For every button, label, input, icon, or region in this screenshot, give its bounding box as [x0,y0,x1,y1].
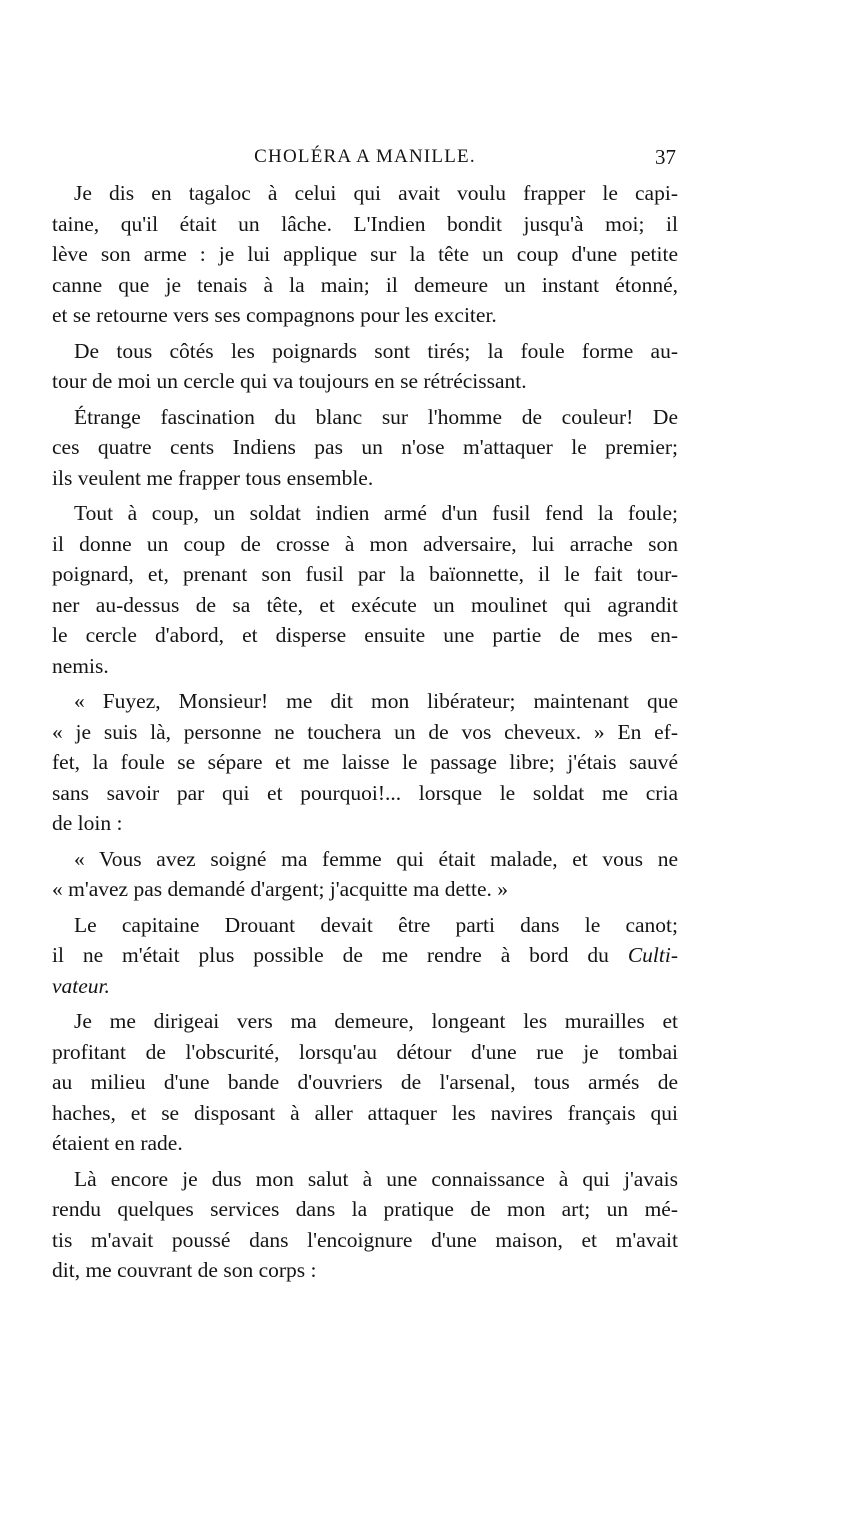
text-line: Tout à coup, un soldat indien armé d'un fusil fend la foule; [74,501,678,525]
text-line: tis m'avait poussé dans l'encoignure d'une maison, et m'avait [52,1227,678,1252]
text-line: rendu quelques services dans la pratique de mon art; un mé- [52,1197,678,1221]
paragraph [52,844,678,905]
paragraph [52,686,678,839]
text-line: Étrange fascination du blanc sur l'homme de couleur! De [74,404,678,429]
text-line-italic: vateur. [52,973,110,998]
paragraph [52,498,678,681]
text-line: canne que je tenais à la main; il demeure un instant étonné, [52,272,678,297]
text-line: étaient en rade. [52,1131,183,1155]
text-fragment: il ne m'était plus possible de me rendre à bord du Culti- [52,943,678,967]
paragraph [52,402,678,494]
italic-ship-name: Culti- [627,943,678,967]
text-line: fet, la foule se sépare et me laisse le passage libre; j'étais sauvé [52,750,678,774]
text-line: ces quatre cents Indiens pas un n'ose m'attaquer le premier; [52,435,678,459]
paragraph [52,1164,678,1286]
text-line: « Fuyez, Monsieur! me dit mon libérateur; maintenant que [74,689,678,713]
running-title: CHOLÉRA A MANILLE. [254,146,476,167]
text-line: Je me dirigeai vers ma demeure, longeant les murailles et [74,1009,678,1033]
text-line: profitant de l'obscurité, lorsqu'au détour d'une rue je tombai [52,1039,678,1064]
text-line: lève son arme : je lui applique sur la tête un coup d'une petite [52,242,678,266]
page-number: 37 [655,145,676,169]
text-line: de loin : [52,811,123,835]
text-line: Je dis en tagaloc à celui qui avait voulu frapper le capi- [74,181,678,205]
paragraph [52,178,678,331]
text-line: il donne un coup de crosse à mon adversaire, lui arrache son [52,531,678,556]
text-line: « Vous avez soigné ma femme qui était malade, et vous ne [74,846,678,871]
text-line [52,940,678,971]
text-line: ils veulent me frapper tous ensemble. [52,465,374,490]
text-line: haches, et se disposant à aller attaquer les navires français qui [52,1100,678,1125]
text-line: au milieu d'une bande d'ouvriers de l'arsenal, tous armés de [52,1070,678,1094]
text-line: ner au-dessus de sa tête, et exécute un moulinet qui agrandit [52,592,678,617]
text-line: Le capitaine Drouant devait être parti dans le canot; [74,912,678,937]
text-line: nemis. [52,653,109,678]
paragraph [52,336,678,397]
text-line: Là encore je dus mon salut à une connaissance à qui j'avais [74,1166,678,1191]
body-text [52,178,678,1286]
text-line: « je suis là, personne ne touchera un de vos cheveux. » En ef- [52,719,678,744]
text-line: le cercle d'abord, et disperse ensuite une partie de mes en- [52,623,678,647]
text-line: dit, me couvrant de son corps : [52,1258,317,1282]
text-line: poignard, et, prenant son fusil par la baïonnette, il le fait tour- [52,562,678,586]
text-line: sans savoir par qui et pourquoi!... lorsque le soldat me cria [52,780,678,805]
running-head [52,142,678,172]
text-line: tour de moi un cercle qui va toujours en se rétrécissant. [52,369,527,393]
text-line: et se retourne vers ses compagnons pour les exciter. [52,303,497,327]
text-line: « m'avez pas demandé d'argent; j'acquitte ma dette. » [52,877,508,901]
text-line: taine, qu'il était un lâche. L'Indien bondit jusqu'à moi; il [52,211,678,236]
paragraph [52,1006,678,1159]
text-line: De tous côtés les poignards sont tirés; la foule forme au- [74,338,678,363]
paragraph [52,910,678,1002]
